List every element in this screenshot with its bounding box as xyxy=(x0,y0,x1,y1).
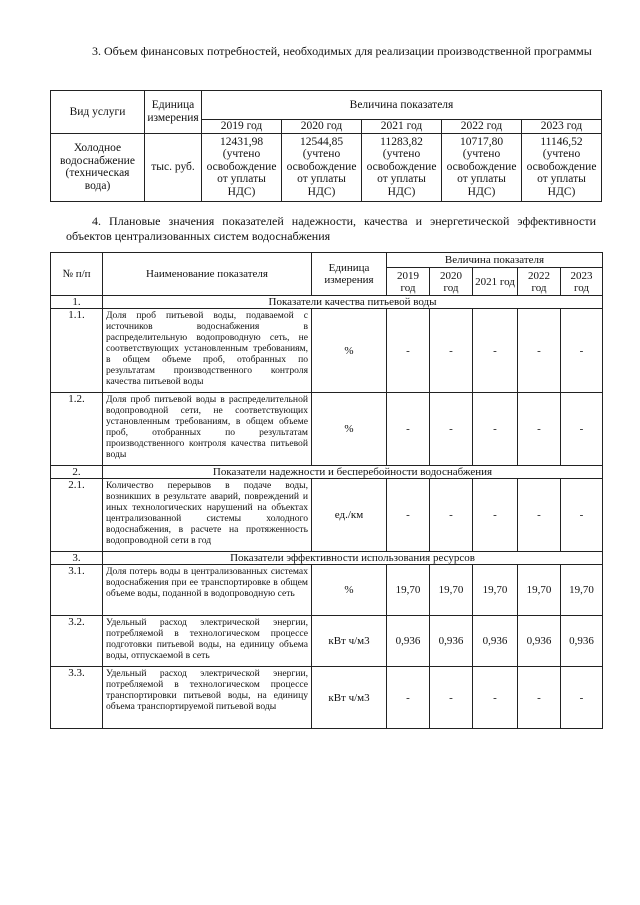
row-value: 0,936 xyxy=(561,616,603,667)
table-row xyxy=(51,565,603,616)
t1-year: 2023 год xyxy=(522,120,602,134)
row-value: 19,70 xyxy=(387,565,430,616)
row-unit: % xyxy=(312,565,387,616)
section-3-title: Объем финансовых потребностей, необходимых для реализации производственной программы xyxy=(104,44,592,58)
row-name: Удельный расход электрической энергии, потребляемой в технологическом процессе подготовки питьевой воды, на единицу объема воды, отпускаемой в сеть xyxy=(103,616,312,667)
section-4-title: Плановые значения показателей надежности, качества и энергетической эффективности объектов централизованных систем водоснабжения xyxy=(66,214,597,243)
row-num: 2.1. xyxy=(51,479,103,552)
row-num: 3.1. xyxy=(51,565,103,616)
row-value: - xyxy=(430,393,473,466)
t1-value-cell: 11283,82 (учтено освобождение от уплаты НДС) xyxy=(362,133,442,201)
t2-header-name: Наименование показателя xyxy=(103,253,312,296)
row-unit: кВт ч/м3 xyxy=(312,667,387,729)
row-value: 0,936 xyxy=(430,616,473,667)
row-value: 19,70 xyxy=(473,565,518,616)
t1-value-cell: 10717,80 (учтено освобождение от уплаты НДС) xyxy=(442,133,522,201)
section-num: 3. xyxy=(51,552,103,565)
t1-unit-cell: тыс. руб. xyxy=(145,133,202,201)
row-name: Удельный расход электрической энергии, потребляемой в технологическом процессе транспортировки питьевой воды, на единицу объема транспортируемой питьевой воды xyxy=(103,667,312,729)
row-value: - xyxy=(518,393,561,466)
row-name: Доля потерь воды в централизованных системах водоснабжения при ее транспортировке в общем объеме воды, поданной в водопроводную сеть xyxy=(103,565,312,616)
row-value: 0,936 xyxy=(473,616,518,667)
row-value: - xyxy=(518,667,561,729)
row-value: - xyxy=(561,393,603,466)
t1-service-cell: Холодное водоснабжение (техническая вода) xyxy=(51,133,145,201)
t2-header-num: № п/п xyxy=(51,253,103,296)
row-num: 1.1. xyxy=(51,309,103,393)
row-value: - xyxy=(561,667,603,729)
row-num: 3.2. xyxy=(51,616,103,667)
t1-header-value: Величина показателя xyxy=(202,91,602,120)
t1-year: 2021 год xyxy=(362,120,442,134)
t2-year: 2020 год xyxy=(430,268,473,296)
section-num: 2. xyxy=(51,466,103,479)
row-name: Количество перерывов в подаче воды, возникших в результате аварий, повреждений и иных технологических нарушений на объектах централизованной системы холодного водоснабжения, в расчете на протяженность водопроводной сети в год xyxy=(103,479,312,552)
row-unit: % xyxy=(312,393,387,466)
row-value: - xyxy=(561,309,603,393)
row-num: 1.2. xyxy=(51,393,103,466)
row-value: - xyxy=(387,309,430,393)
row-num: 3.3. xyxy=(51,667,103,729)
table-row xyxy=(51,479,603,552)
section-3-number: 3. xyxy=(92,44,101,58)
section-num: 1. xyxy=(51,296,103,309)
row-value: - xyxy=(430,479,473,552)
t1-header-unit: Единица измерения xyxy=(145,91,202,134)
row-value: - xyxy=(387,667,430,729)
row-value: 0,936 xyxy=(518,616,561,667)
row-value: - xyxy=(473,667,518,729)
t2-header-unit: Единица измерения xyxy=(312,253,387,296)
indicators-table xyxy=(50,252,603,729)
t2-year: 2022 год xyxy=(518,268,561,296)
t2-header-value: Величина показателя xyxy=(387,253,603,268)
section-row xyxy=(51,466,603,479)
t1-year: 2020 год xyxy=(282,120,362,134)
section-4-heading xyxy=(66,214,596,244)
t1-value-cell: 11146,52 (учтено освобождение от уплаты НДС) xyxy=(522,133,602,201)
financial-needs-table xyxy=(50,90,602,202)
section-4-number: 4. xyxy=(92,214,101,228)
table-row xyxy=(51,667,603,729)
row-value: - xyxy=(473,309,518,393)
t1-year: 2022 год xyxy=(442,120,522,134)
section-title: Показатели качества питьевой воды xyxy=(103,296,603,309)
row-unit: кВт ч/м3 xyxy=(312,616,387,667)
row-value: - xyxy=(387,393,430,466)
row-unit: % xyxy=(312,309,387,393)
t1-value-cell: 12431,98 (учтено освобождение от уплаты НДС) xyxy=(202,133,282,201)
row-name: Доля проб питьевой воды, подаваемой с источников водоснабжения в распределительную водопроводную сеть, не соответствующих установленным требованиям, в общем объеме проб, отобранных по результатам производственного контроля качества питьевой воды xyxy=(103,309,312,393)
row-value: - xyxy=(473,479,518,552)
row-unit: ед./км xyxy=(312,479,387,552)
section-title: Показатели надежности и бесперебойности водоснабжения xyxy=(103,466,603,479)
row-value: - xyxy=(387,479,430,552)
table-row xyxy=(51,616,603,667)
row-value: - xyxy=(518,479,561,552)
row-value: 19,70 xyxy=(561,565,603,616)
t2-year: 2019 год xyxy=(387,268,430,296)
row-value: 19,70 xyxy=(430,565,473,616)
row-value: 0,936 xyxy=(387,616,430,667)
row-value: - xyxy=(430,309,473,393)
row-value: - xyxy=(430,667,473,729)
table-row xyxy=(51,393,603,466)
t2-year: 2023 год xyxy=(561,268,603,296)
t2-year: 2021 год xyxy=(473,268,518,296)
row-value: - xyxy=(473,393,518,466)
t1-header-service: Вид услуги xyxy=(51,91,145,134)
row-name: Доля проб питьевой воды в распределительной водопроводной сети, не соответствующих установленным требованиям, в общем объеме проб, отобранных по результатам производственного контроля качества питьевой воды xyxy=(103,393,312,466)
section-row xyxy=(51,552,603,565)
t1-value-cell: 12544,85 (учтено освобождение от уплаты НДС) xyxy=(282,133,362,201)
table-row xyxy=(51,309,603,393)
section-title: Показатели эффективности использования ресурсов xyxy=(103,552,603,565)
row-value: - xyxy=(561,479,603,552)
section-row xyxy=(51,296,603,309)
t1-year: 2019 год xyxy=(202,120,282,134)
row-value: 19,70 xyxy=(518,565,561,616)
table-row xyxy=(51,133,602,201)
row-value: - xyxy=(518,309,561,393)
section-3-heading xyxy=(66,44,596,59)
